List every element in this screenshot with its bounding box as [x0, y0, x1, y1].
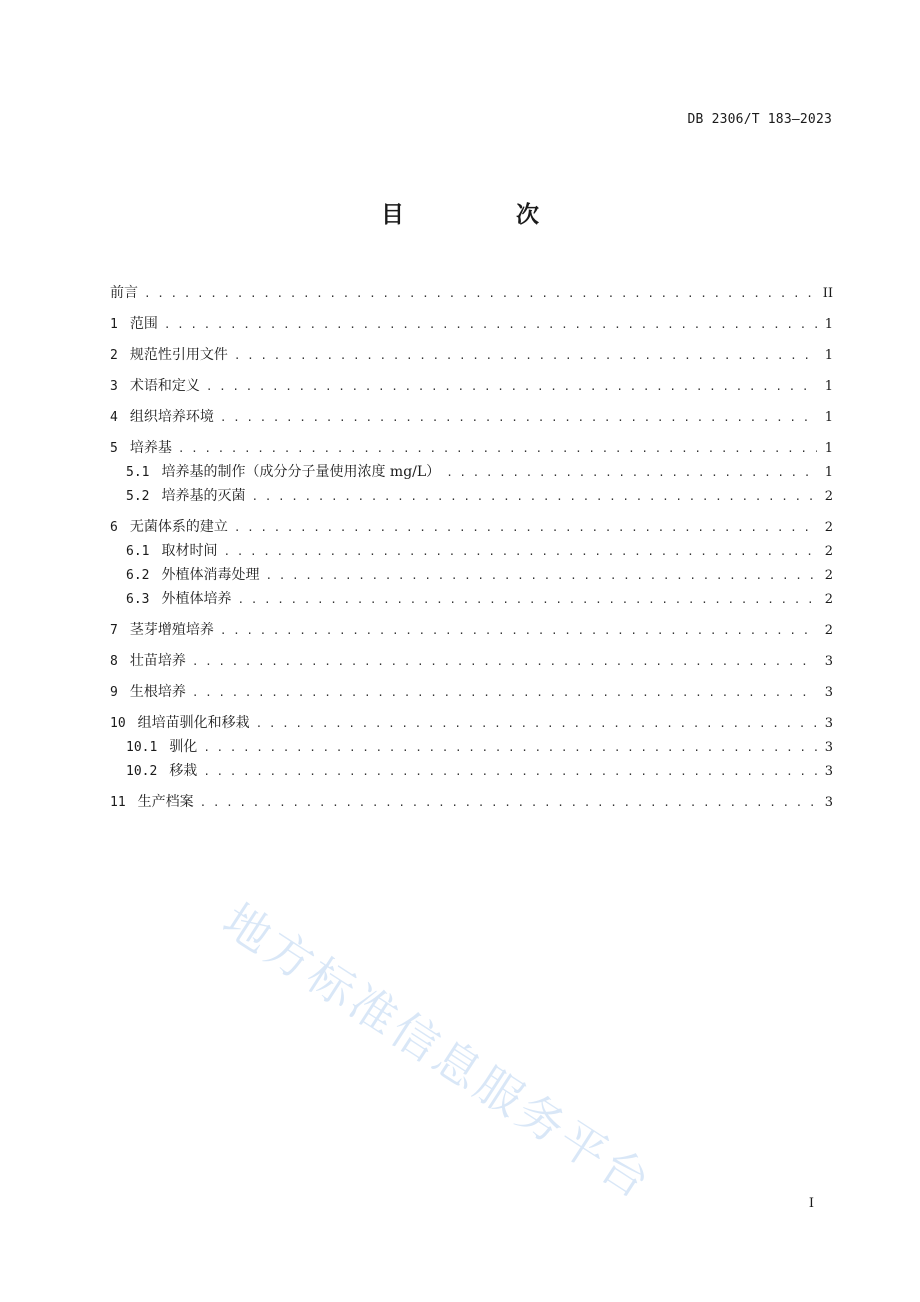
toc-entry-label: 生产档案: [137, 794, 194, 810]
page-number: I: [808, 1196, 814, 1211]
toc-entry-label: 无菌体系的建立: [129, 519, 228, 535]
toc-entry-page: 1: [824, 317, 833, 332]
watermark: 地方标准信息服务平台: [213, 892, 663, 1211]
toc-entry-6-3[interactable]: [110, 588, 833, 612]
toc-entry-6[interactable]: [110, 516, 833, 540]
toc-entry-page: 3: [824, 740, 833, 755]
toc-entry-page: 2: [824, 544, 833, 559]
dot-leader: [237, 593, 817, 606]
toc-entry-number: 8: [110, 654, 118, 669]
toc-entry-label: 驯化: [169, 739, 198, 755]
toc-entry-number: 2: [110, 348, 118, 363]
dot-leader: [164, 318, 817, 331]
toc-entry-label: 范围: [129, 316, 158, 332]
toc-entry-label: 组织培养环境: [129, 409, 214, 425]
toc-entry-page: 3: [824, 716, 833, 731]
toc-entry-page: 2: [824, 623, 833, 638]
toc-entry-number: 11: [110, 795, 126, 810]
toc-entry-page: 3: [824, 654, 833, 669]
toc-entry-9[interactable]: [110, 681, 833, 705]
dot-leader: [144, 287, 817, 300]
toc-entry-5-2[interactable]: [110, 485, 833, 509]
toc-entry-number: 6.1: [126, 544, 150, 559]
toc-entry-label: 前言: [110, 285, 138, 301]
toc-entry-2[interactable]: [110, 344, 833, 368]
dot-leader: [220, 411, 817, 424]
toc-entry-number: 7: [110, 623, 118, 638]
toc-entry-3[interactable]: [110, 375, 833, 399]
dot-leader: [251, 490, 817, 503]
dot-leader: [192, 686, 817, 699]
toc-entry-number: 4: [110, 410, 118, 425]
toc-entry-1[interactable]: [110, 313, 833, 337]
toc-entry-page: 2: [824, 568, 833, 583]
toc-entry-10-1[interactable]: [110, 736, 833, 760]
toc-entry-label: 取材时间: [161, 543, 218, 559]
toc-entry-label: 外植体消毒处理: [161, 567, 260, 583]
toc-entry-label: 移栽: [169, 763, 198, 779]
dot-leader: [200, 796, 817, 809]
dot-leader: [220, 624, 817, 637]
dot-leader: [446, 466, 817, 479]
toc-entry-foreword[interactable]: [110, 282, 833, 306]
toc-entry-page: 3: [824, 764, 833, 779]
toc-entry-7[interactable]: [110, 619, 833, 643]
dot-leader: [178, 442, 817, 455]
toc-entry-page: 3: [824, 795, 833, 810]
toc-entry-number: 10.1: [126, 740, 158, 755]
toc-entry-11[interactable]: [110, 791, 833, 815]
dot-leader: [223, 545, 817, 558]
toc-entry-number: 6.2: [126, 568, 150, 583]
toc-entry-number: 6: [110, 520, 118, 535]
toc-entry-page: 1: [824, 379, 833, 394]
toc-entry-page: 1: [824, 441, 833, 456]
toc-entry-page: 2: [824, 592, 833, 607]
toc-entry-6-1[interactable]: [110, 540, 833, 564]
dot-leader: [192, 655, 817, 668]
toc-entry-number: 9: [110, 685, 118, 700]
dot-leader: [234, 521, 817, 534]
toc-entry-page: 1: [824, 410, 833, 425]
toc-entry-page: 3: [824, 685, 833, 700]
toc-entry-label: 培养基的灭菌: [161, 488, 246, 504]
toc-entry-5-1[interactable]: [110, 461, 833, 485]
dot-leader: [265, 569, 817, 582]
toc-entry-label: 培养基: [129, 440, 172, 456]
dot-leader: [203, 765, 817, 778]
toc-entry-number: 5.1: [126, 465, 150, 480]
toc-entry-number: 10: [110, 716, 126, 731]
toc-entry-label: 术语和定义: [129, 378, 200, 394]
toc-entry-page: 1: [824, 465, 833, 480]
toc-entry-number: 10.2: [126, 764, 158, 779]
dot-leader: [234, 349, 817, 362]
toc-entry-number: 5: [110, 441, 118, 456]
toc-entry-label: 外植体培养: [161, 591, 232, 607]
toc-entry-label: 规范性引用文件: [129, 347, 228, 363]
toc-entry-5[interactable]: [110, 437, 833, 461]
toc-entry-label: 生根培养: [129, 684, 186, 700]
toc-entry-label: 培养基的制作（成分分子量使用浓度 mg/L）: [161, 464, 441, 480]
toc-entry-page: 1: [824, 348, 833, 363]
toc-entry-label: 茎芽增殖培养: [129, 622, 214, 638]
dot-leader: [203, 741, 817, 754]
table-of-contents: [110, 282, 833, 815]
toc-entry-number: 1: [110, 317, 118, 332]
toc-entry-10[interactable]: [110, 712, 833, 736]
toc-entry-10-2[interactable]: [110, 760, 833, 784]
document-code: DB 2306/T 183—2023: [687, 112, 832, 127]
toc-entry-page: II: [822, 286, 833, 301]
toc-entry-page: 2: [824, 520, 833, 535]
toc-entry-number: 3: [110, 379, 118, 394]
dot-leader: [206, 380, 817, 393]
toc-entry-page: 2: [824, 489, 833, 504]
toc-entry-label: 壮苗培养: [129, 653, 186, 669]
dot-leader: [256, 717, 817, 730]
toc-entry-6-2[interactable]: [110, 564, 833, 588]
toc-entry-number: 5.2: [126, 489, 150, 504]
toc-entry-label: 组培苗驯化和移栽: [137, 715, 250, 731]
toc-entry-8[interactable]: [110, 650, 833, 674]
page-title: 目 次: [380, 202, 591, 228]
toc-entry-number: 6.3: [126, 592, 150, 607]
toc-entry-4[interactable]: [110, 406, 833, 430]
